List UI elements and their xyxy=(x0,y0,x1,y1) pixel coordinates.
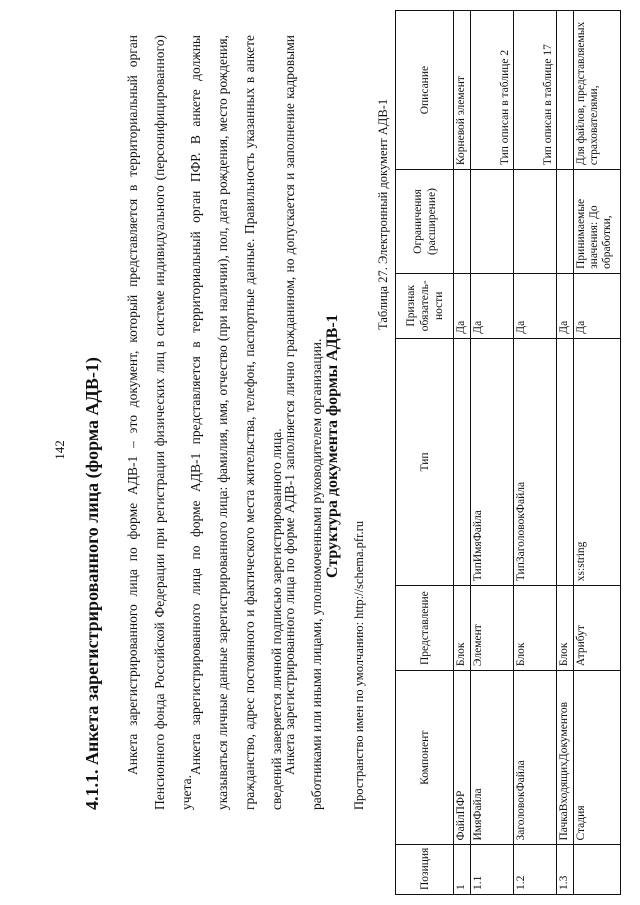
cell-representation: Элемент xyxy=(471,586,514,671)
cell-required: Да xyxy=(514,273,557,338)
cell-representation: Атрибут xyxy=(574,586,621,671)
cell-description: Корневой элемент xyxy=(454,11,471,170)
document-structure-table xyxy=(395,10,621,895)
structure-heading: Структура документа формы АДВ-1 xyxy=(324,314,341,578)
cell-restrictions: Принимаемые значения: До обработки, xyxy=(574,170,621,274)
cell-type: ТипЗаголовокФайла xyxy=(514,338,557,586)
column-header-required: Признак обязатель-ности xyxy=(396,273,454,338)
table-caption: Таблица 27. Электронный документ АДВ-1 xyxy=(376,98,390,330)
namespace-note: Пространство имен по умолчанию: http://schema.pfr.ru xyxy=(352,520,366,810)
cell-restrictions xyxy=(471,170,514,274)
cell-type: xs:string xyxy=(574,338,621,586)
cell-type: ТипИмяФайла xyxy=(471,338,514,586)
cell-required: Да xyxy=(454,273,471,338)
table-header-row xyxy=(396,11,454,895)
column-header-description: Описание xyxy=(396,11,454,170)
cell-description: Тип описан в таблице 2 xyxy=(471,11,514,170)
cell-representation: Блок xyxy=(454,586,471,671)
cell-restrictions xyxy=(557,170,574,274)
cell-position: 1.2 xyxy=(514,845,557,895)
cell-position: 1.3 xyxy=(557,845,574,895)
page-number: 142 xyxy=(52,440,67,460)
cell-type xyxy=(557,338,574,586)
cell-required: Да xyxy=(574,273,621,338)
cell-required: Да xyxy=(471,273,514,338)
table-row xyxy=(471,11,514,895)
cell-description: Тип описан в таблице 17 xyxy=(514,11,557,170)
cell-description xyxy=(557,11,574,170)
cell-position: 1 xyxy=(454,845,471,895)
cell-type xyxy=(454,338,471,586)
cell-component: ФайлПФР xyxy=(454,671,471,845)
cell-description: Для файлов, представляемых страхователями, xyxy=(574,11,621,170)
cell-restrictions xyxy=(454,170,471,274)
column-header-position: Позиция xyxy=(396,845,454,895)
table-row xyxy=(574,11,621,895)
column-header-type: Тип xyxy=(396,338,454,586)
cell-required: Да xyxy=(557,273,574,338)
table-row xyxy=(557,11,574,895)
cell-component: ИмяФайла xyxy=(471,671,514,845)
cell-representation: Блок xyxy=(514,586,557,671)
column-header-component: Компонент xyxy=(396,671,454,845)
column-header-representation: Представление xyxy=(396,586,454,671)
cell-restrictions xyxy=(514,170,557,274)
cell-component: ПачкаВходящихДокументов xyxy=(557,671,574,845)
column-header-restrictions: Ограничения (расширение) xyxy=(396,170,454,274)
cell-representation: Блок xyxy=(557,586,574,671)
cell-position xyxy=(574,845,621,895)
cell-component: ЗаголовокФайла xyxy=(514,671,557,845)
table-row xyxy=(454,11,471,895)
paragraph-3: Анкета зарегистрированного лица по форме АДВ-1 заполняется лично гражданином, но допускается и заполнение кадровыми работниками или иными лицами, уполномоченными руководителем организации. xyxy=(281,35,324,810)
cell-component: Стадия xyxy=(574,671,621,845)
paragraph-1: Анкета зарегистрированного лица по форме АДВ-1 – это документ, который представляется в территориальный орган Пенсионного фонда Российской Федерации при регистрации физических лиц в системе индивидуального (персонифицированного) учета. xyxy=(124,35,194,810)
table-row xyxy=(514,11,557,895)
section-title: 4.1.1. Анкета зарегистрированного лица (форма АДВ-1) xyxy=(82,357,102,810)
paragraph-2: Анкета зарегистрированного лица по форме АДВ-1 представляется в территориальный орган ПФР. В анкете должны указываться личные данные зарегистрированного лица: фамилия, имя, отчество (при наличии), пол, дата рождения, место рождения, гражданство, адрес постоянного и фактического места жительства, телефон, паспортные данные. Правильность указанных в анкете сведений заверяется личной подписью зарегистрированного лица. xyxy=(187,35,284,810)
cell-position: 1.1 xyxy=(471,845,514,895)
